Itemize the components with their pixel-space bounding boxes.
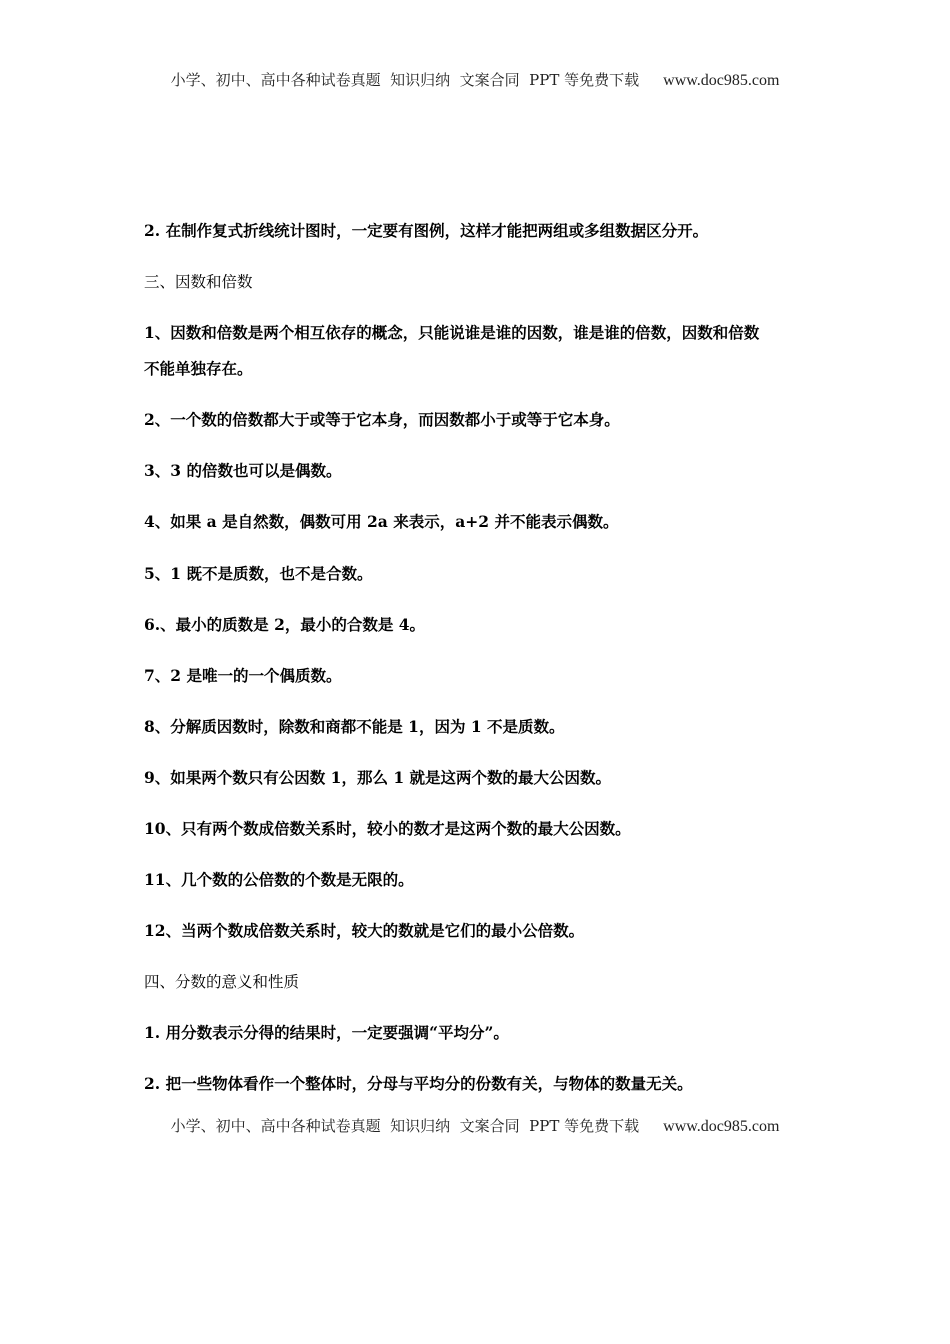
page-footer <box>0 1115 950 1136</box>
list-item: 6.、最小的质数是 2，最小的合数是 4。 <box>144 615 426 634</box>
section-heading-fractions: 四、分数的意义和性质 <box>144 973 300 991</box>
footer-text: 小学、初中、高中各种试卷真题 知识归纳 文案合同 PPT 等免费下载 <box>170 1117 640 1135</box>
list-item: 2. 把一些物体看作一个整体时，分母与平均分的份数有关，与物体的数量无关。 <box>144 1074 693 1093</box>
header-url: www.doc985.com <box>663 72 780 89</box>
list-item: 1. 用分数表示分得的结果时，一定要强调“平均分”。 <box>144 1023 509 1042</box>
list-item: 12、当两个数成倍数关系时，较大的数就是它们的最小公倍数。 <box>144 921 585 940</box>
list-item: 2、一个数的倍数都大于或等于它本身，而因数都小于或等于它本身。 <box>144 410 620 429</box>
page-header <box>0 69 950 90</box>
list-item-continuation: 不能单独存在。 <box>144 359 253 378</box>
list-item: 3、3 的倍数也可以是偶数。 <box>144 461 342 480</box>
list-item: 10、只有两个数成倍数关系时，较小的数才是这两个数的最大公因数。 <box>144 819 631 838</box>
footer-url: www.doc985.com <box>663 1118 780 1135</box>
list-item: 4、如果 a 是自然数，偶数可用 2a 来表示，a+2 并不能表示偶数。 <box>144 512 619 531</box>
header-text: 小学、初中、高中各种试卷真题 知识归纳 文案合同 PPT 等免费下载 <box>170 71 640 89</box>
list-item: 5、1 既不是质数，也不是合数。 <box>144 564 373 583</box>
list-item: 8、分解质因数时，除数和商都不能是 1，因为 1 不是质数。 <box>144 717 565 736</box>
list-item: 9、如果两个数只有公因数 1，那么 1 就是这两个数的最大公因数。 <box>144 768 612 787</box>
list-item: 1、因数和倍数是两个相互依存的概念，只能说谁是谁的因数，谁是谁的倍数，因数和倍数 <box>144 323 760 342</box>
list-item: 7、2 是唯一的一个偶质数。 <box>144 666 342 685</box>
intro-item: 2. 在制作复式折线统计图时，一定要有图例，这样才能把两组或多组数据区分开。 <box>144 221 709 240</box>
section-heading-factors-multiples: 三、因数和倍数 <box>144 273 253 291</box>
list-item: 11、几个数的公倍数的个数是无限的。 <box>144 870 414 889</box>
